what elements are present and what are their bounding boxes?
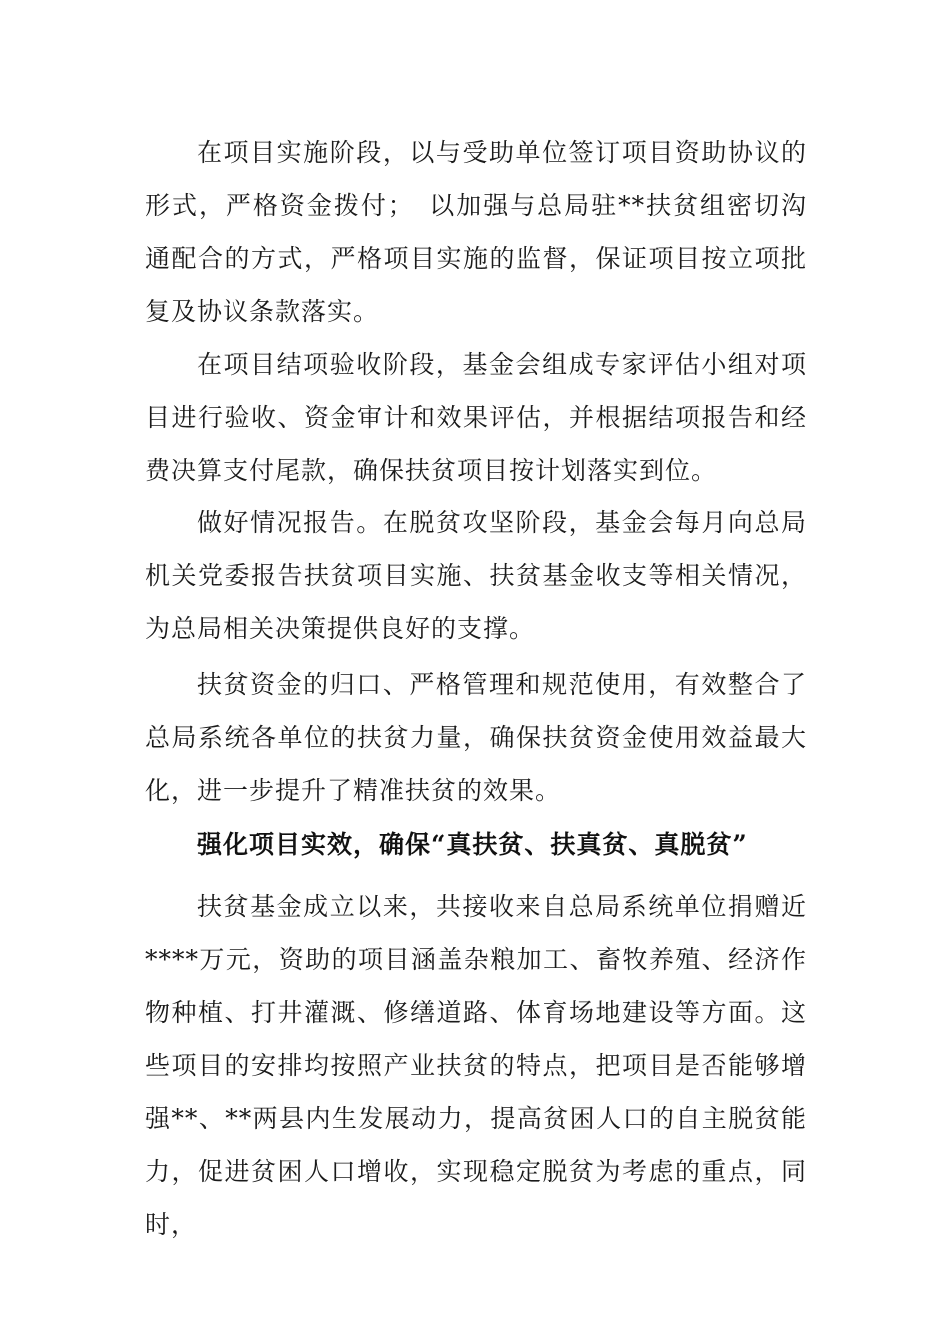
paragraph-fund-summary: 扶贫基金成立以来，共接收来自总局系统单位捐赠近****万元，资助的项目涵盖杂粮加工、畜牧养殖、经济作物种植、打井灌溉、修缮道路、体育场地建设等方面。这些项目的安排均按照产业扶贫的特点，把项目是否能够增强**、**两县内生发展动力，提高贫困人口的自主脱贫能力，促进贫困人口增收，实现稳定脱贫为考虑的重点，同时，	[145, 892, 807, 1239]
paragraph-situation-report: 做好情况报告。在脱贫攻坚阶段，基金会每月向总局机关党委报告扶贫项目实施、扶贫基金收支等相关情况，为总局相关决策提供良好的支撑。	[145, 508, 807, 643]
paragraph-fund-management: 扶贫资金的归口、严格管理和规范使用，有效整合了总局系统各单位的扶贫力量，确保扶贫资金使用效益最大化，进一步提升了精准扶贫的效果。	[145, 670, 807, 805]
section-heading: 强化项目实效，确保“真扶贫、扶真贫、真脱贫”	[197, 830, 748, 859]
paragraph-acceptance-stage: 在项目结项验收阶段，基金会组成专家评估小组对项目进行验收、资金审计和效果评估，并根据结项报告和经费决算支付尾款，确保扶贫项目按计划落实到位。	[145, 350, 807, 485]
paragraph-implementation-stage: 在项目实施阶段，以与受助单位签订项目资助协议的形式，严格资金拨付； 以加强与总局驻**扶贫组密切沟通配合的方式，严格项目实施的监督，保证项目按立项批复及协议条款落实。	[145, 138, 807, 326]
